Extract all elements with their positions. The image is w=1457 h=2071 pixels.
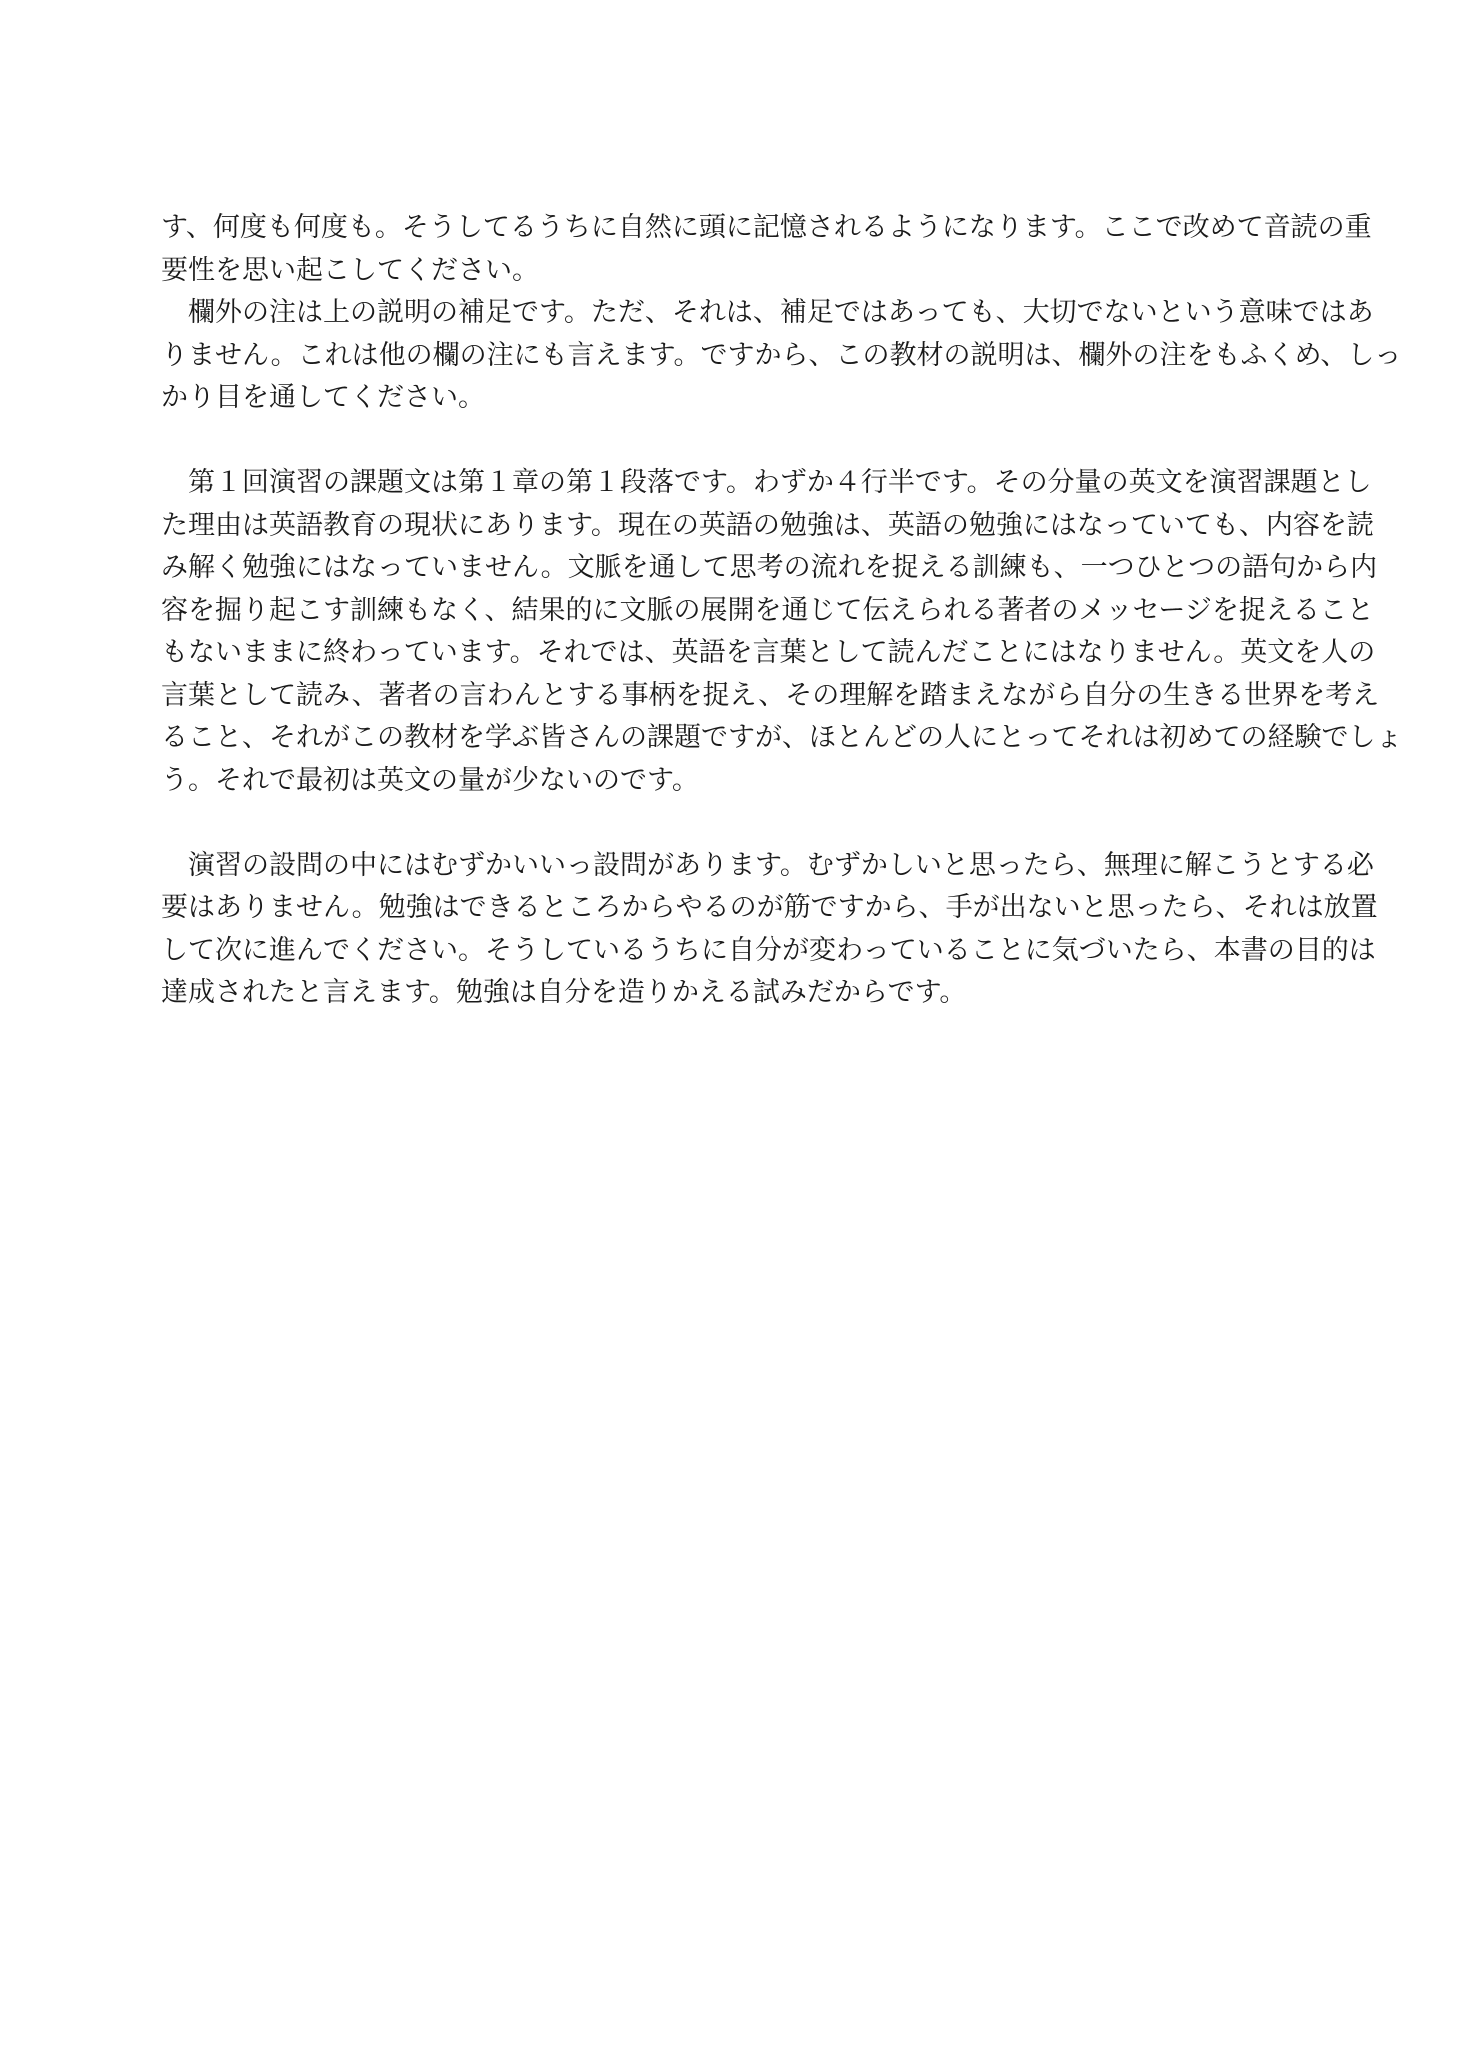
- text-line: 容を掘り起こす訓練もなく、結果的に文脈の展開を通じて伝えられる著者のメッセージを捉えること: [161, 594, 1374, 626]
- text-line: 達成されたと言えます。勉強は自分を造りかえる試みだからです。: [161, 977, 967, 1008]
- text-line: た理由は英語教育の現状にあります。現在の英語の勉強は、英語の勉強にはなっていても、内容を読: [161, 509, 1374, 541]
- paragraph-gap: [161, 802, 1318, 845]
- paragraph-first-exercise: [161, 462, 1403, 802]
- text-line: ること、それがこの教材を学ぶ皆さんの課題ですが、ほとんどの人にとってそれは初めての経験でしょ: [161, 722, 1403, 753]
- paragraph-exercise-questions: [161, 845, 1378, 1015]
- text-line: み解く勉強にはなっていません。文脈を通して思考の流れを捉える訓練も、一つひとつの語句から内: [161, 552, 1378, 583]
- text-line: う。それで最初は英文の量が少ないのです。: [161, 764, 699, 796]
- paragraph-gap: [161, 420, 1318, 463]
- text-line: かり目を通してください。: [161, 382, 485, 413]
- text-line: す、何度も何度も。そうしてるうちに自然に頭に記憶されるようになります。ここで改めて音読の重: [161, 212, 1372, 243]
- text-line: 演習の設問の中にはむずかいいっ設問があります。むずかしいと思ったら、無理に解こうとする必: [161, 849, 1374, 881]
- paragraph-continuation: [161, 207, 1372, 292]
- document-body: [161, 207, 1403, 1015]
- text-line: 要はありません。勉強はできるところからやるのが筋ですから、手が出ないと思ったら、それは放置: [161, 892, 1378, 923]
- text-line: りません。これは他の欄の注にも言えます。ですから、この教材の説明は、欄外の注をもふくめ、しっ: [161, 339, 1402, 371]
- paragraph-margin-notes: [161, 292, 1402, 420]
- text-line: 言葉として読み、著者の言わんとする事柄を捉え、その理解を踏まえながら自分の生きる世界を考え: [161, 679, 1380, 711]
- text-line: 欄外の注は上の説明の補足です。ただ、それは、補足ではあっても、大切でないという意味ではあ: [161, 297, 1374, 328]
- text-line: 要性を思い起こしてください。: [161, 254, 539, 286]
- text-line: して次に進んでください。そうしているうちに自分が変わっていることに気づいたら、本書の目的は: [161, 934, 1376, 966]
- text-line: もないままに終わっています。それでは、英語を言葉として読んだことにはなりません。英文を人の: [161, 637, 1376, 668]
- text-line: 第１回演習の課題文は第１章の第１段落です。わずか４行半です。その分量の英文を演習課題とし: [161, 467, 1372, 498]
